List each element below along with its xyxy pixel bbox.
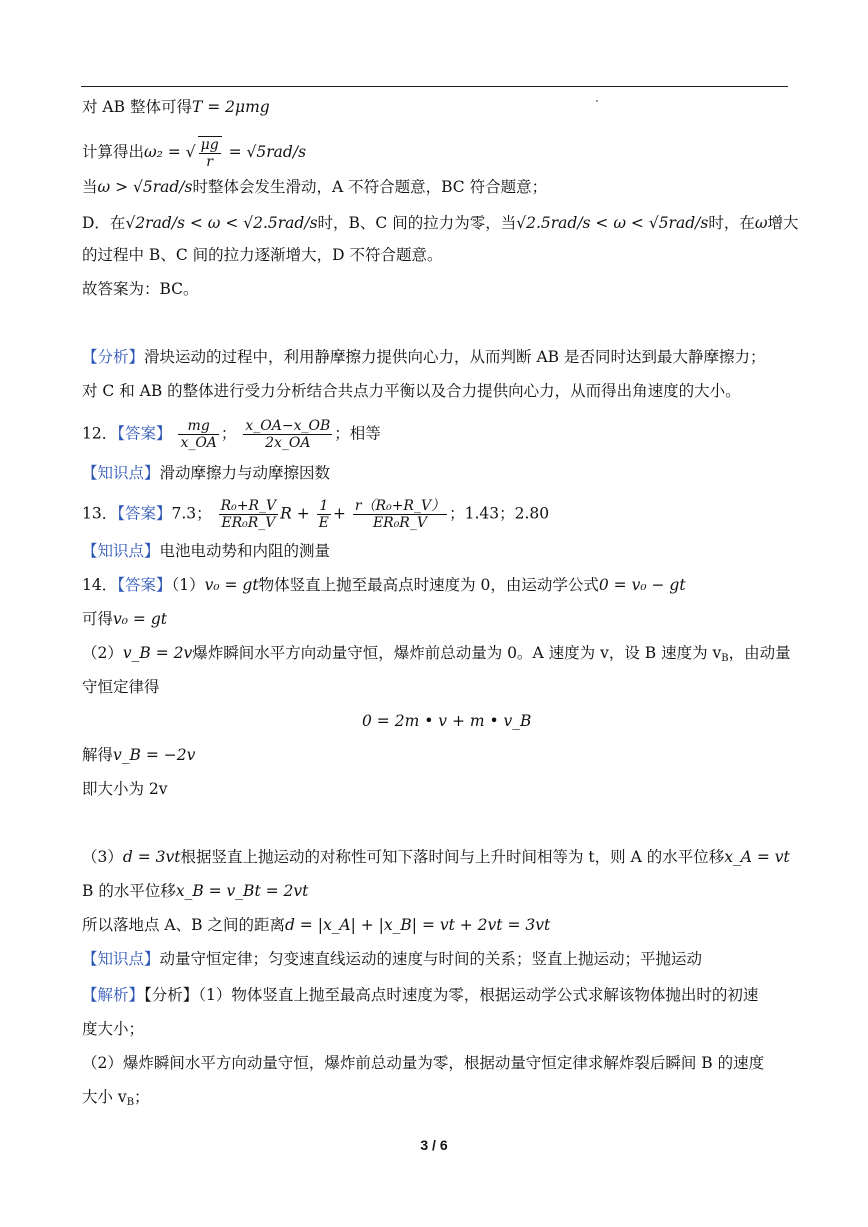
line-5: 的过程中 B、C 间的拉力逐渐增大，D 不符合题意。 (82, 246, 443, 264)
text: D．在 (82, 214, 126, 232)
text: 根据竖直上抛运动的对称性可知下落时间与上升时间相等为 t，则 A 的水平位移 (180, 848, 725, 866)
answer-tag: 【答案】 (117, 504, 172, 523)
numerator: 1 (317, 498, 331, 515)
knowledge-tag: 【知识点】 (82, 464, 160, 482)
text: 可得 (82, 610, 114, 628)
text: ； (220, 424, 237, 443)
text: 滑动摩擦力与动摩擦因数 (159, 464, 331, 482)
denominator: ER₀R_V (372, 515, 427, 531)
line-14c (82, 642, 791, 670)
question-number: 12． (82, 424, 118, 443)
line-14f (82, 744, 195, 766)
fraction (178, 418, 218, 451)
formula: = √5rad/s (228, 143, 307, 161)
line-4 (82, 212, 798, 234)
analysis-tag: 【分析】 (82, 348, 145, 366)
formula: v_B = 2v (122, 644, 193, 662)
text: 滑块运动的过程中，利用静摩擦力提供向心力，从而判断 AB 是否同时达到最大静摩擦力； (144, 348, 766, 366)
formula: R + (280, 504, 310, 523)
line-7 (82, 346, 765, 368)
text: 大小 v (82, 1088, 127, 1106)
subscript: B (721, 653, 729, 664)
line-1 (82, 96, 270, 118)
denominator: x_OA (180, 435, 217, 451)
text: 爆炸瞬间水平方向动量守恒，爆炸前总动量为 0。A 速度为 v，设 B 速度为 v (192, 644, 722, 662)
answer-tag: 【答案】 (117, 576, 172, 594)
fraction (317, 498, 331, 531)
text: 动量守恒定律；匀变速直线运动的速度与时间的关系；竖直上抛运动；平抛运动 (159, 950, 703, 968)
text: 7.3； (171, 504, 212, 523)
question-number: 14． (82, 576, 118, 594)
formula: d = 3vt (122, 848, 181, 866)
explain-14b: 度大小； (82, 1020, 145, 1038)
text: 时，在 (708, 214, 755, 232)
explain-14d (82, 1086, 150, 1114)
answer-tag: 【答案】 (117, 424, 172, 443)
line-14b (82, 608, 167, 630)
text: 计算得出 (82, 143, 145, 161)
denominator: 2x_OA (265, 435, 311, 451)
sqrt-fraction: √ $\frac{\mu g}{r}$ (186, 136, 224, 170)
text: （2） (82, 644, 123, 662)
formula: √2.5rad/s < ω < √5rad/s (516, 214, 709, 232)
denominator: r (206, 154, 213, 170)
text: （3） (82, 848, 123, 866)
formula: ω > √5rad/s (97, 178, 193, 196)
formula: v_B = −2v (113, 746, 196, 764)
line-14g: 即大小为 2v (82, 780, 168, 798)
page-number: 3 / 6 (420, 1137, 448, 1153)
answer-13 (82, 498, 549, 531)
line-14d: 守恒定律得 (82, 678, 160, 696)
formula: 0 = 2m • v + m • v_B (362, 712, 532, 730)
numerator: R₀+R_V (220, 498, 277, 514)
numerator: r（R₀+R_V） (354, 498, 446, 514)
text: ；1.43；2.80 (449, 504, 550, 523)
knowledge-tag: 【知识点】 (82, 542, 160, 560)
explain-14c: （2）爆炸瞬间水平方向动量守恒，爆炸前总动量为零，根据动量守恒定律求解炸裂后瞬间 B 的速度 (82, 1054, 765, 1072)
text: 时整体会发生滑动，A 不符合题意，BC 符合题意； (192, 178, 548, 196)
analysis-tag: 【分析】 (144, 986, 199, 1004)
header-rule (81, 86, 788, 87)
formula: √2rad/s < ω < √2.5rad/s (125, 214, 318, 232)
line-8: 对 C 和 AB 的整体进行受力分析结合共点力平衡以及合力提供向心力，从而得出角速度的大小。 (82, 382, 741, 400)
numerator: x_OA−x_OB (245, 418, 331, 434)
text: （1）物体竖直上抛至最高点时速度为零，根据运动学公式求解该物体抛出时的初速 (198, 986, 759, 1004)
formula: x_A = vt (724, 848, 790, 866)
text: 增大 (767, 214, 799, 232)
formula: v₀ = gt (113, 610, 167, 628)
line-2 (82, 136, 306, 170)
text: 所以落地点 A、B 之间的距离 (82, 916, 285, 934)
line-3 (82, 176, 547, 198)
formula: + (332, 504, 346, 523)
formula: T = 2μmg (191, 98, 270, 116)
text: 电池电动势和内阻的测量 (159, 542, 331, 560)
formula: x_B = v_Bt = 2vt (175, 882, 309, 900)
fraction (353, 498, 447, 531)
equation-momentum (362, 710, 531, 732)
text: 物体竖直上抛至最高点时速度为 0，由运动学公式 (258, 576, 599, 594)
line-14i (82, 880, 308, 902)
text: ，由动量 (728, 644, 791, 662)
text: B 的水平位移 (82, 882, 176, 900)
knowledge-12 (82, 462, 330, 484)
text: 当 (82, 178, 98, 196)
answer-12 (82, 418, 381, 451)
question-number: 13． (82, 504, 118, 523)
line-6: 故答案为：BC。 (82, 280, 199, 298)
fraction (219, 498, 279, 531)
text: 解得 (82, 746, 114, 764)
knowledge-tag: 【知识点】 (82, 950, 160, 968)
explanation-tag: 【解析】 (82, 986, 145, 1004)
answer-14 (82, 574, 686, 596)
knowledge-13 (82, 540, 330, 562)
subscript: B (126, 1097, 135, 1108)
text: （1） (171, 576, 205, 594)
knowledge-14 (82, 948, 702, 970)
formula: 0 = v₀ − gt (598, 576, 686, 594)
denominator: E (318, 515, 329, 531)
line-14h (82, 846, 790, 868)
numerator: mg (178, 418, 218, 435)
text: 时，B、C 间的拉力为零，当 (317, 214, 517, 232)
explain-14 (82, 984, 758, 1006)
formula: ω (754, 214, 768, 232)
formula: ω₂ = (144, 143, 181, 161)
formula: d = |x_A| + |x_B| = vt + 2vt = 3vt (284, 916, 551, 934)
text: 对 AB 整体可得 (82, 98, 192, 116)
denominator: ER₀R_V (221, 515, 276, 531)
numerator: μg (200, 137, 219, 153)
fraction (243, 418, 332, 451)
speck (596, 100, 598, 102)
text: ；相等 (334, 424, 381, 443)
line-14j (82, 914, 550, 936)
formula: v₀ = gt (204, 576, 259, 594)
text: ； (134, 1088, 150, 1106)
